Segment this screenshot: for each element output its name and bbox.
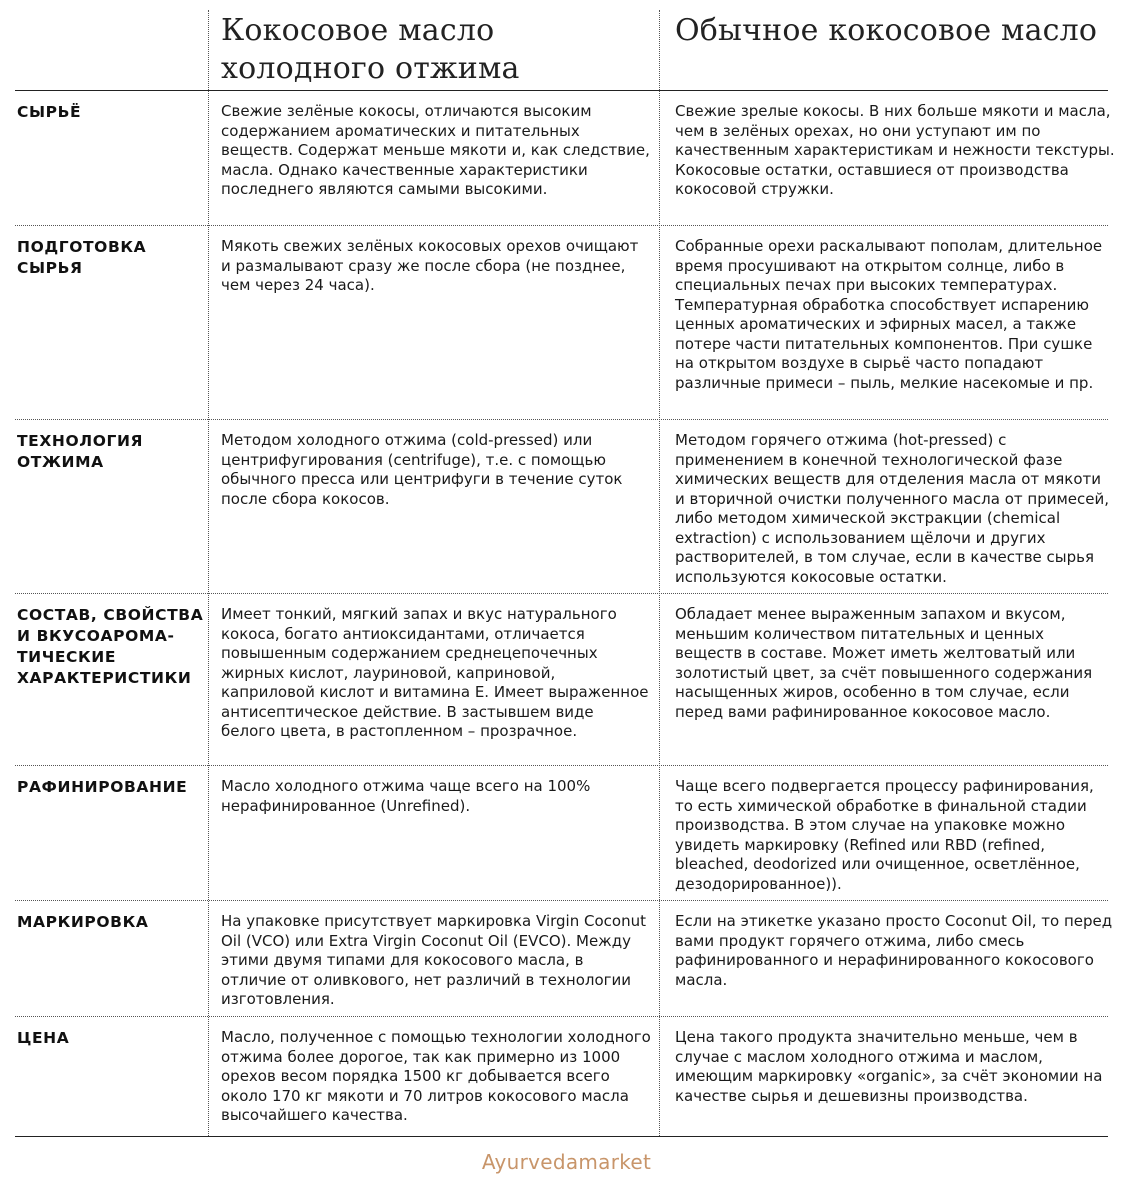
cell-cold-pressed: Свежие зелёные кокосы, отличаются высоким содержанием ароматических и питательных веществ. Содержат меньше мякоти и, как следствие, масла. Однако качественные характеристики последнего являются самыми высокими. — [221, 102, 650, 198]
table-row — [15, 900, 1113, 1017]
cell-cold-pressed: Масло холодного отжима чаще всего на 100% нерафинированное (Unrefined). — [221, 777, 591, 815]
cell-cold-pressed: На упаковке присутствует маркировка Virgin Coconut Oil (VCO) или Extra Virgin Coconut Oil (EVCO). Между этими двумя типами для кокосового масла, в отличие от оливкового, нет различий в технологии изготовления. — [221, 912, 646, 1008]
row-label: ЦЕНА — [17, 1029, 70, 1047]
cell-regular: Чаще всего подвергается процессу рафинирования, то есть химической обработке в финальной стадии производства. В этом случае на упаковке можно увидеть маркировку (Refined или RBD (refined, bleached, deodorized или очищенное, осветлённое, дезодорированное)). — [675, 777, 1094, 893]
table-row — [15, 1016, 1108, 1137]
cell-cold-pressed: Методом холодного отжима (cold-pressed) или центрифугирования (centrifuge), т.е. с помощью обычного пресса или центрифуги в течение суток после сбора кокосов. — [221, 431, 623, 508]
brand-logo: Ayurvedamarket — [481, 1150, 652, 1174]
header-cold-pressed: Кокосовое масло холодного отжима — [221, 13, 520, 86]
table-row — [15, 90, 1115, 226]
cell-cold-pressed: Масло, полученное с помощью технологии холодного отжима более дорогое, так как примерно из 1000 орехов весом порядка 1500 кг добывается всего около 170 кг мякоти и 70 литров кокосового масла высочайшего качества. — [221, 1028, 651, 1124]
cell-regular: Свежие зрелые кокосы. В них больше мякоти и масла, чем в зелёных орехах, но они уступают им по качественным характеристикам и нежности текстуры. Кокосовые остатки, оставшиеся от производства кокосовой стружки. — [675, 102, 1115, 198]
header-regular: Обычное кокосовое масло — [675, 13, 1098, 48]
cell-regular: Методом горячего отжима (hot-pressed) с применением в конечной технологической фазе химических веществ для отделения масла от мякоти и вторичной очистки полученного масла от примесей, либо методом химической экстракции (chemical extraction) с использованием щёлочи и других растворителей, в том случае, если в качестве сырья используются кокосовые остатки. — [675, 431, 1110, 586]
cell-regular: Обладает менее выраженным запахом и вкусом, меньшим количеством питательных и ценных веществ в составе. Может иметь желтоватый или золотистый цвет, за счёт повышенного содержания насыщенных жиров, особенно в том случае, если перед вами рафинированное кокосовое масло. — [675, 605, 1093, 721]
cell-regular: Цена такого продукта значительно меньше, чем в случае с маслом холодного отжима и маслом, имеющим маркировку «organic», за счёт экономии на качестве сырья и дешевизны производства. — [675, 1028, 1103, 1105]
table-row — [15, 225, 1108, 420]
cell-cold-pressed: Мякоть свежих зелёных кокосовых орехов очищают и размалывают сразу же после сбора (не позднее, чем через 24 часа). — [221, 237, 639, 294]
table-row — [15, 765, 1108, 901]
cell-cold-pressed: Имеет тонкий, мягкий запах и вкус натурального кокоса, богато антиоксидантами, отличается повышенным содержанием среднецепочечных жирных кислот, лауриновой, каприновой, каприловой кислот и витамина Е. Имеет выраженное антисептическое действие. В застывшем виде белого цвета, в растопленном – прозрачное. — [221, 605, 649, 740]
table-row — [15, 419, 1108, 594]
table-header — [15, 0, 1108, 91]
row-label: СОСТАВ, СВОЙСТВА И ВКУСОАРОМА-ТИЧЕСКИЕ ХАРАКТЕРИСТИКИ — [17, 606, 204, 687]
row-label: МАРКИРОВКА — [17, 913, 149, 931]
row-label: СЫРЬЁ — [17, 103, 82, 121]
table-row — [15, 593, 1108, 766]
cell-regular: Собранные орехи раскалывают пополам, длительное время просушивают на открытом солнце, либо в специальных печах при высоких температурах. Температурная обработка способствует испарению ценных ароматических и эфирных масел, а также потере части питательных компонентов. При сушке на открытом воздухе в сырьё часто попадают различные примеси – пыль, мелкие насекомые и пр. — [675, 237, 1103, 392]
cell-regular: Если на этикетке указано просто Coconut Oil, то перед вами продукт горячего отжима, либо смесь рафинированного и нерафинированного кокосового масла. — [675, 912, 1113, 989]
comparison-table — [15, 0, 1115, 1124]
row-label: ПОДГОТОВКА СЫРЬЯ — [17, 238, 147, 277]
row-label: РАФИНИРОВАНИЕ — [17, 778, 188, 796]
row-label: ТЕХНОЛОГИЯ ОТЖИМА — [17, 432, 144, 471]
